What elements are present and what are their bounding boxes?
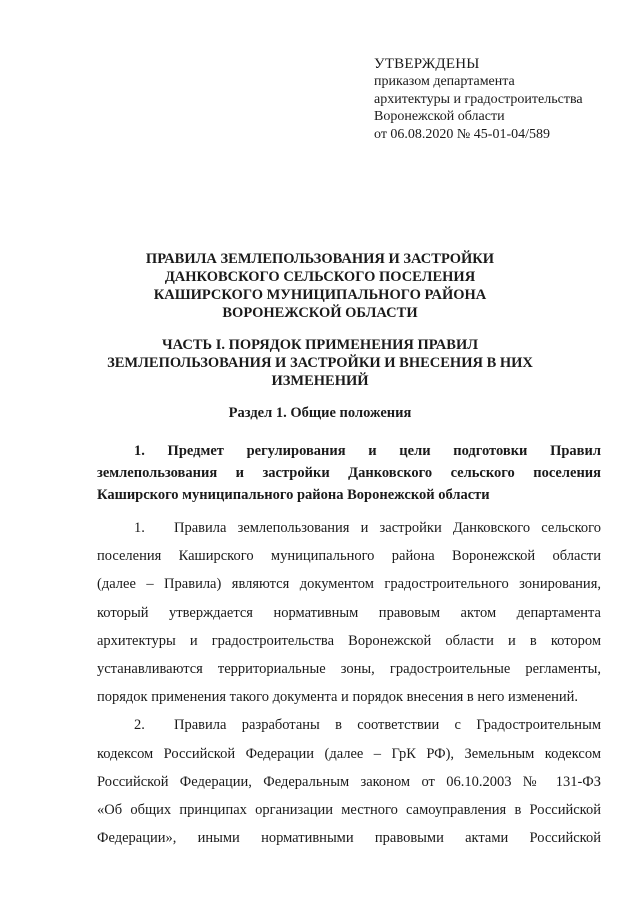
- document-title-line: ВОРОНЕЖСКОЙ ОБЛАСТИ: [222, 305, 418, 321]
- article-heading: [97, 440, 601, 506]
- paragraph-line: поселения Каширского муниципального района Воронежской области: [97, 548, 601, 565]
- document-title-line: КАШИРСКОГО МУНИЦИПАЛЬНОГО РАЙОНА: [153, 287, 487, 303]
- paragraph-line: (далее – Правила) являются документом градостроительного зонирования,: [97, 576, 601, 593]
- part-title-line: ЗЕМЛЕПОЛЬЗОВАНИЯ И ЗАСТРОЙКИ И ВНЕСЕНИЯ В НИХ: [107, 355, 533, 371]
- approval-status: УТВЕРЖДЕНЫ: [374, 56, 480, 72]
- paragraph-line: [97, 514, 601, 542]
- body-text: [97, 514, 601, 852]
- part-title: [60, 336, 580, 390]
- document-title: [60, 250, 580, 322]
- approval-line: приказом департамента: [374, 74, 515, 89]
- paragraph-line: Российской Федерации, Федеральным законом от 06.10.2003 № 131-ФЗ: [97, 773, 601, 790]
- document-title-line: ПРАВИЛА ЗЕМЛЕПОЛЬЗОВАНИЯ И ЗАСТРОЙКИ: [145, 251, 495, 267]
- article-heading-line: 1. Предмет регулирования и цели подготовки Правил: [134, 443, 601, 459]
- approval-stamp: [374, 55, 624, 143]
- paragraph-line: Федерации», иными нормативными правовыми актами Российской: [97, 830, 601, 847]
- paragraph-line: кодексом Российской Федерации (далее – ГрК РФ), Земельным кодексом: [97, 745, 601, 762]
- paragraph-line: архитектуры и градостроительства Воронежской области и в котором: [97, 632, 601, 649]
- paragraph-text: Правила разработаны в соответствии с Градостроительным: [174, 717, 601, 734]
- article-heading-line: Каширского муниципального района Воронежской области: [97, 487, 490, 503]
- paragraph-line: «Об общих принципах организации местного самоуправления в Российской: [97, 801, 601, 818]
- part-title-line: ЧАСТЬ I. ПОРЯДОК ПРИМЕНЕНИЯ ПРАВИЛ: [161, 337, 479, 353]
- document-title-line: ДАНКОВСКОГО СЕЛЬСКОГО ПОСЕЛЕНИЯ: [164, 269, 476, 285]
- paragraph-line: который утверждается нормативным правовым актом департамента: [97, 604, 601, 621]
- approval-line: архитектуры и градостроительства: [374, 91, 583, 107]
- section-title: Раздел 1. Общие положения: [228, 405, 412, 421]
- paragraph-number: 1.: [134, 520, 145, 536]
- paragraph-number: 2.: [134, 717, 145, 734]
- paragraph-line: [97, 711, 601, 739]
- approval-date: от 06.08.2020 № 45-01-04/589: [374, 126, 551, 142]
- article-heading-line: землепользования и застройки Данковского сельского поселения: [97, 465, 601, 481]
- paragraph-line: устанавливаются территориальные зоны, градостроительные регламенты,: [97, 660, 601, 677]
- paragraph-line: порядок применения такого документа и порядок внесения в него изменений.: [97, 689, 579, 706]
- paragraph-text: Правила землепользования и застройки Данковского сельского: [174, 520, 601, 536]
- part-title-line: ИЗМЕНЕНИЙ: [271, 373, 369, 389]
- approval-line: Воронежской области: [374, 109, 505, 124]
